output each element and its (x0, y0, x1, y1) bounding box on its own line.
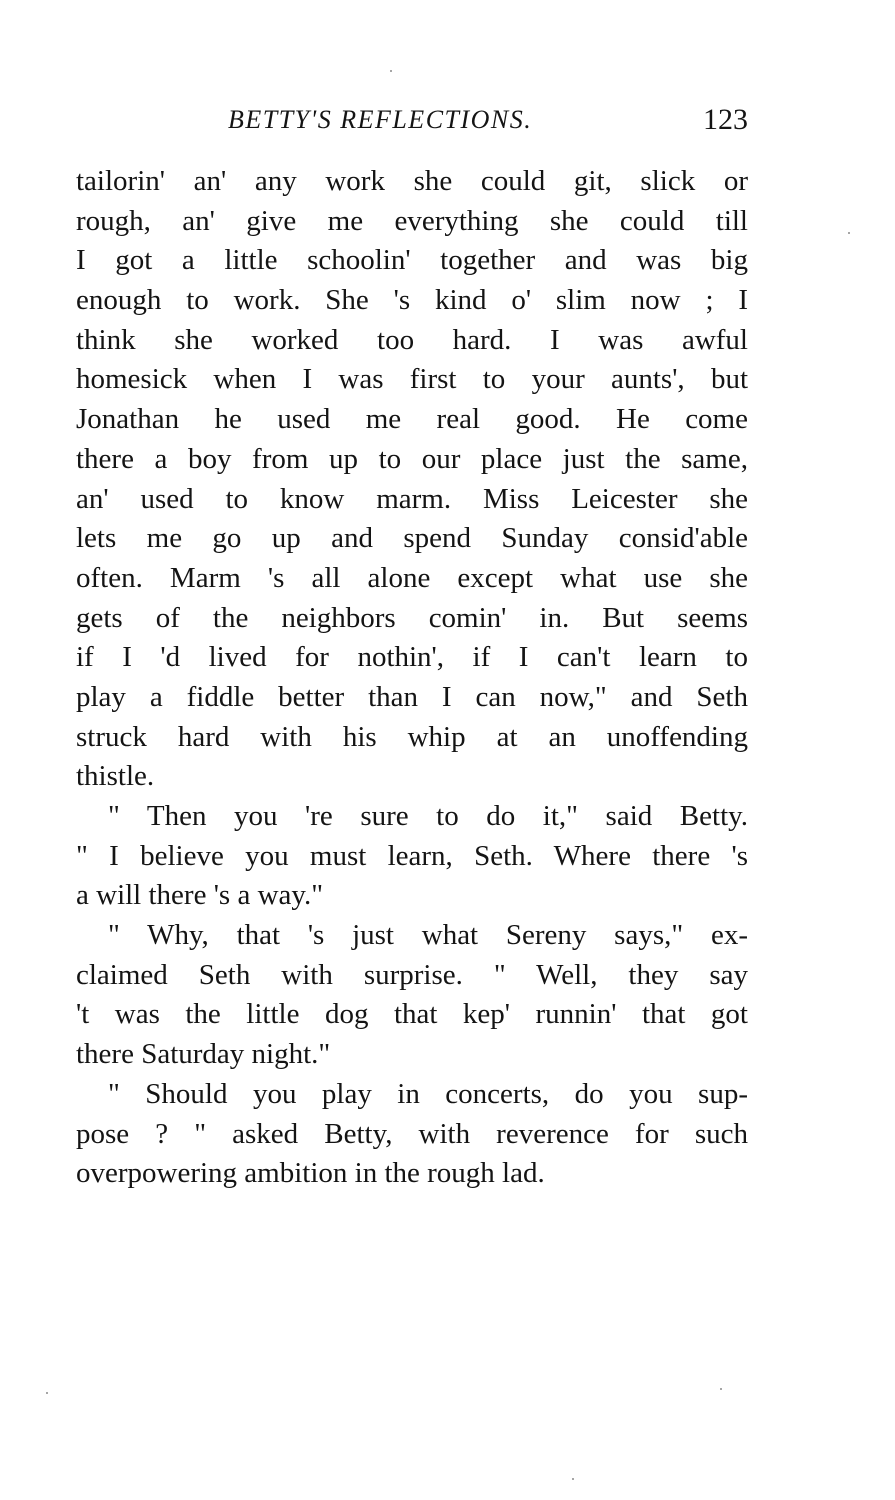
text-line: thistle. (76, 760, 155, 793)
page-number: 123 (703, 103, 748, 136)
text-line: an' used to know marm. Miss Leicester she (76, 482, 748, 515)
text-line: " Then you 're sure to do it," said Betty. (108, 800, 748, 832)
text-line: gets of the neighbors comin' in. But seems (76, 601, 748, 634)
text-line: " Why, that 's just what Sereny says," ex- (108, 919, 748, 952)
text-line: overpowering ambition in the rough lad. (76, 1157, 545, 1190)
paper-speck (848, 232, 850, 234)
text-line: " I believe you must learn, Seth. Where there 's (76, 839, 748, 872)
text-line: if I 'd lived for nothin', if I can't learn to (76, 641, 748, 674)
text-line: lets me go up and spend Sunday consid'able (76, 522, 748, 555)
text-line: claimed Seth with surprise. " Well, they say (76, 958, 748, 991)
text-line: often. Marm 's all alone except what use she (76, 561, 748, 594)
text-line: " Should you play in concerts, do you sup- (108, 1077, 748, 1110)
paper-speck (46, 1392, 48, 1394)
text-line: Jonathan he used me real good. He come (76, 403, 748, 436)
running-head (76, 100, 748, 140)
body-text (76, 162, 748, 1194)
text-line: 't was the little dog that kep' runnin' that got (76, 998, 748, 1031)
text-line: rough, an' give me everything she could till (76, 204, 748, 237)
paragraph (76, 916, 748, 1075)
paper-speck (572, 1478, 574, 1480)
text-line: play a fiddle better than I can now," and Seth (76, 680, 748, 713)
text-line: I got a little schoolin' together and was big (76, 244, 748, 277)
text-line: there Saturday night." (76, 1038, 331, 1071)
text-line: struck hard with his whip at an unoffending (76, 720, 748, 753)
paragraph (76, 1075, 748, 1194)
text-line: enough to work. She 's kind o' slim now ; I (76, 284, 748, 317)
running-title: BETTY'S REFLECTIONS. (228, 105, 533, 134)
paragraph (76, 797, 748, 916)
text-line: pose ? " asked Betty, with reverence for such (76, 1117, 748, 1150)
text-line: think she worked too hard. I was awful (76, 323, 748, 356)
paragraph (76, 162, 748, 797)
text-line: there a boy from up to our place just the same, (76, 442, 748, 475)
paper-speck (390, 70, 392, 72)
text-line: tailorin' an' any work she could git, slick or (76, 165, 748, 197)
text-line: homesick when I was first to your aunts', but (76, 363, 748, 396)
text-line: a will there 's a way." (76, 879, 324, 912)
paper-speck (720, 1388, 722, 1390)
